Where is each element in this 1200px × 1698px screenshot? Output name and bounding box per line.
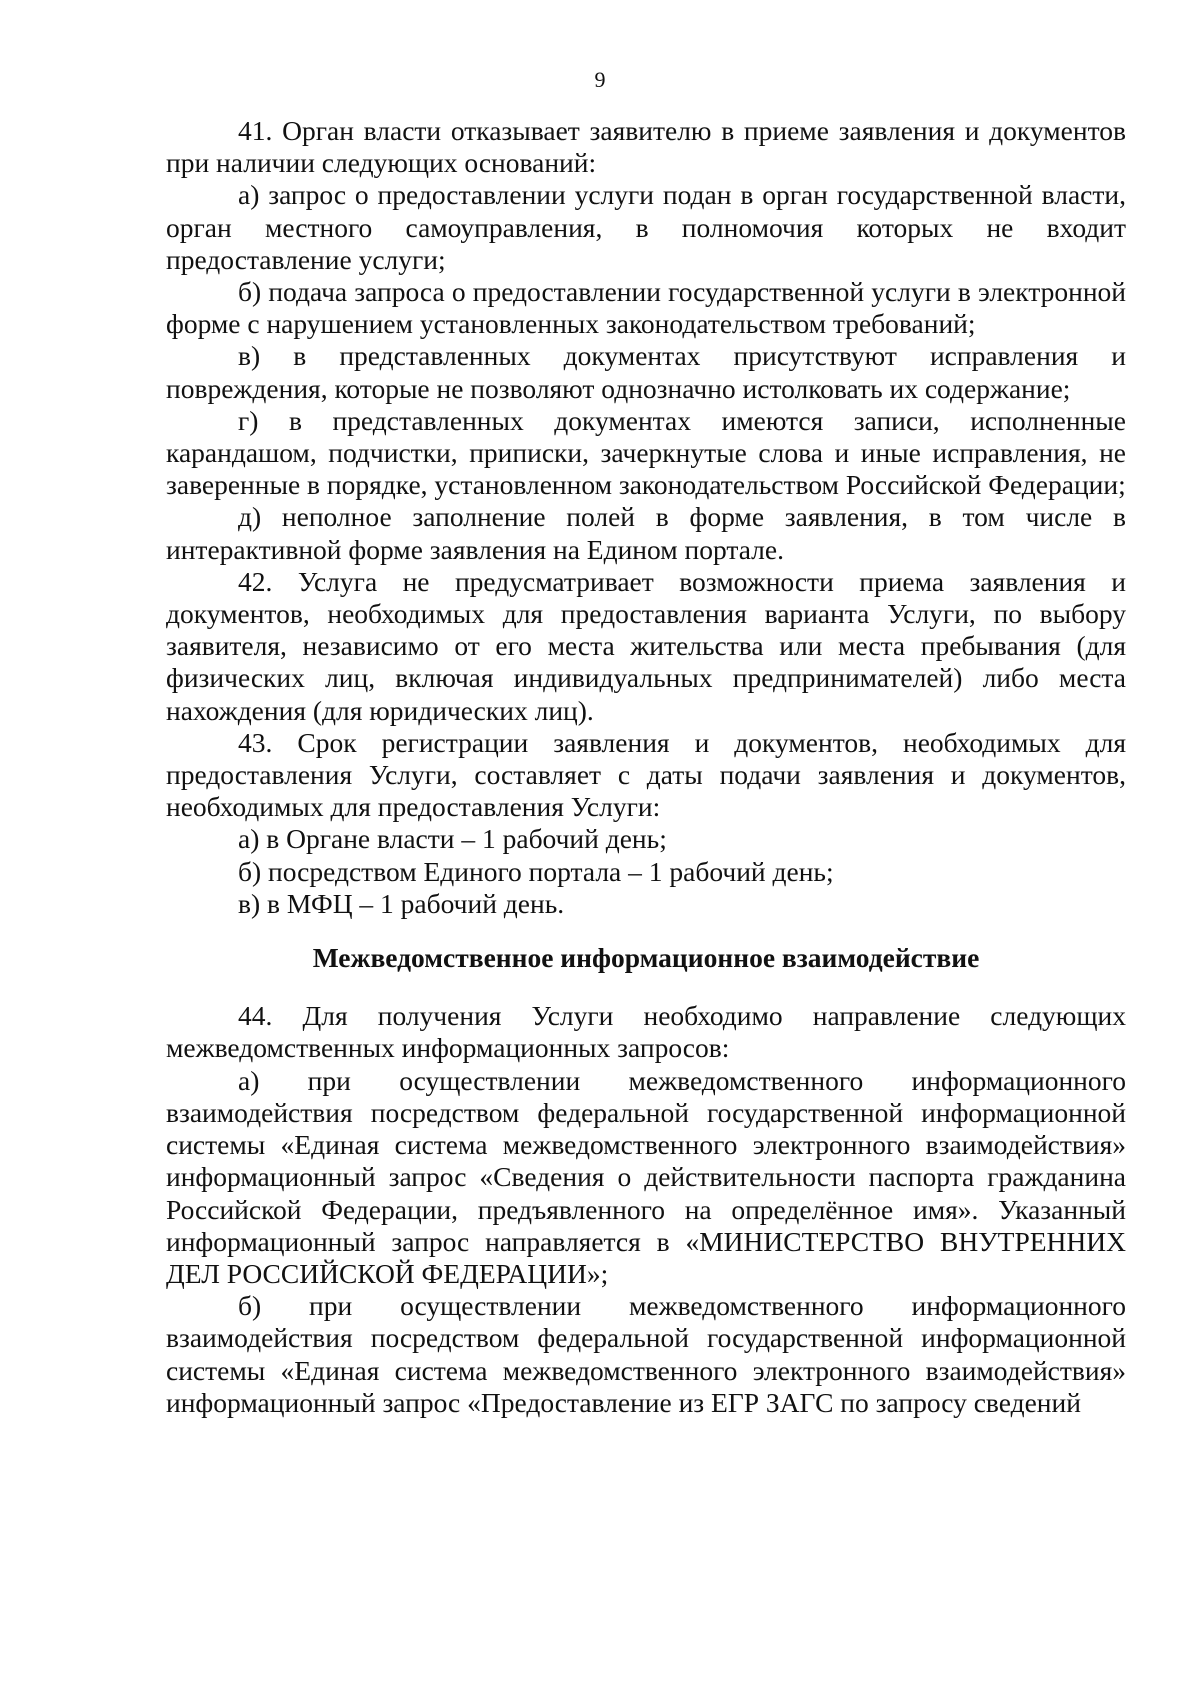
page-number: 9 xyxy=(594,67,606,92)
paragraph-44-item-a: а) при осуществлении межведомственного информационного взаимодействия посредством федеральной государственной информационной системы «Единая система межведомственного электронного взаимодействия» информационный запрос «Сведения о действительности паспорта гражданина Российской Федерации, предъявленного на определённое имя». Указанный информационный запрос направляется в «МИНИСТЕРСТВО ВНУТРЕННИХ ДЕЛ РОССИЙСКОЙ ФЕДЕРАЦИИ»; xyxy=(166,1064,1126,1289)
paragraph-43-item-a: а) в Органе власти – 1 рабочий день; xyxy=(238,823,667,855)
paragraph-41: 41. Орган власти отказывает заявителю в приеме заявления и документов при наличии следующих оснований: xyxy=(166,115,1126,179)
section-heading: Межведомственное информационное взаимодействие xyxy=(312,942,980,974)
paragraph-44: 44. Для получения Услуги необходимо направление следующих межведомственных информационных запросов: xyxy=(166,1000,1126,1064)
document-body xyxy=(166,115,1126,1419)
paragraph-41-item-b: б) подача запроса о предоставлении государственной услуги в электронной форме с нарушением установленных законодательством требований; xyxy=(166,276,1126,340)
paragraph-42: 42. Услуга не предусматривает возможности приема заявления и документов, необходимых для предоставления варианта Услуги, по выбору заявителя, независимо от его места жительства или места пребывания (для физических лиц, включая индивидуальных предпринимателей) либо места нахождения (для юридических лиц). xyxy=(166,565,1126,726)
paragraph-43-item-b: б) посредством Единого портала – 1 рабочий день; xyxy=(238,855,834,887)
paragraph-41-item-v: в) в представленных документах присутствуют исправления и повреждения, которые не позволяют однозначно истолковать их содержание; xyxy=(166,340,1126,404)
paragraph-44-item-b: б) при осуществлении межведомственного информационного взаимодействия посредством федеральной государственной информационной системы «Единая система межведомственного электронного взаимодействия» информационный запрос «Предоставление из ЕГР ЗАГС по запросу сведений xyxy=(166,1290,1126,1418)
paragraph-41-item-a: а) запрос о предоставлении услуги подан в орган государственной власти, орган местного самоуправления, в полномочия которых не входит предоставление услуги; xyxy=(166,179,1126,275)
paragraph-43: 43. Срок регистрации заявления и документов, необходимых для предоставления Услуги, составляет с даты подачи заявления и документов, необходимых для предоставления Услуги: xyxy=(166,726,1126,823)
paragraph-41-item-g: г) в представленных документах имеются записи, исполненные карандашом, подчистки, приписки, зачеркнутые слова и иные исправления, не заверенные в порядке, установленном законодательством Российской Федерации; xyxy=(166,404,1126,501)
paragraph-43-item-v: в) в МФЦ – 1 рабочий день. xyxy=(238,887,565,919)
paragraph-41-item-d: д) неполное заполнение полей в форме заявления, в том числе в интерактивной форме заявления на Едином портале. xyxy=(166,501,1126,565)
